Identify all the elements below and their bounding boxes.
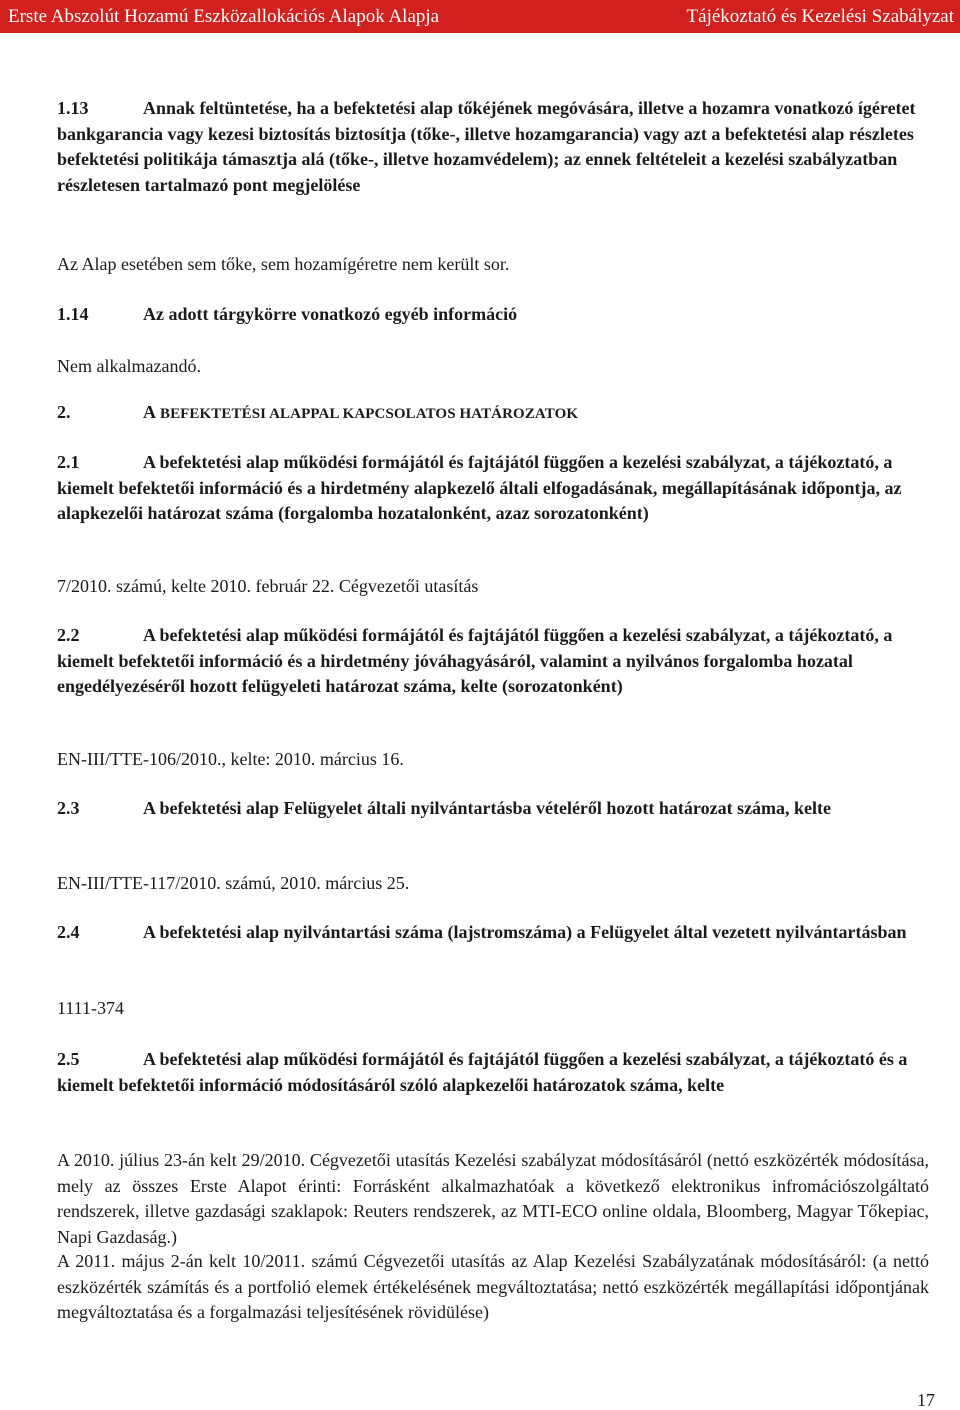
section-title: A befektetési alap működési formájától és fajtájától függően a kezelési szabályzat, a tájékoztató, a kiemelt befektetői információ és a hirdetmény jóváhagyásáról, valamint a nyilvános forgalomba hozatal engedélyezéséről hozott felügyeleti határozat száma, kelte (sorozatonként)	[57, 625, 893, 696]
page-number: 17	[917, 1390, 935, 1410]
section-2-2-heading	[57, 623, 929, 700]
section-number: 1.13	[57, 98, 89, 118]
section-2-5-paragraph-1: A 2010. július 23-án kelt 29/2010. Cégvezetői utasítás Kezelési szabályzat módosításáról (nettó eszközérték módosítása, mely az összes Erste Alapot érinti: Forrásként alkalmazhatóak a következő elektronikus infromációszolgáltató rendszerek, illetve gazdasági szaklapok: Reuters rendszerek, az MTI-ECO online oldala, Bloomberg, Magyar Tőkepiac, Napi Gazdaság.)	[57, 1150, 929, 1247]
section-1-14-text: Nem alkalmazandó.	[57, 356, 201, 376]
section-1-13-heading	[57, 96, 929, 198]
section-1-14-heading	[57, 302, 929, 328]
section-2-5-paragraph-2: A 2011. május 2-án kelt 10/2011. számú Cégvezetői utasítás az Alap Kezelési Szabályzatának módosításáról: (a nettó eszközérték számítás és a portfolió elemek értékelésének megváltoztatása; nettó eszközérték megállapítási időpontjának megváltoztatása és a forgalmazási teljesítésének rövidülése)	[57, 1251, 929, 1322]
section-number: 2.	[57, 402, 71, 422]
section-2-1-text: 7/2010. számú, kelte 2010. február 22. Cégvezetői utasítás	[57, 576, 479, 596]
section-2-4-heading	[57, 920, 929, 946]
section-2-1-heading	[57, 450, 929, 527]
header-document-name: Erste Abszolút Hozamú Eszközallokációs Alapok Alapja	[8, 6, 440, 27]
section-title: A befektetési alap működési formájától és fajtájától függően a kezelési szabályzat, a tájékoztató, a kiemelt befektetői információ és a hirdetmény alapkezelő általi elfogadásának, megállapításának időpontja, az alapkezelői határozat száma (forgalomba hozatalonként, azaz sorozatonként)	[57, 452, 902, 523]
section-title: Az adott tárgykörre vonatkozó egyéb információ	[143, 304, 518, 324]
section-1-13-text: Az Alap esetében sem tőke, sem hozamígéretre nem került sor.	[57, 254, 510, 274]
section-number: 2.5	[57, 1049, 80, 1069]
section-number: 1.14	[57, 304, 89, 324]
section-number: 2.4	[57, 922, 80, 942]
section-number: 2.3	[57, 798, 80, 818]
section-title: A BEFEKTETÉSI ALAPPAL KAPCSOLATOS HATÁROZATOK	[143, 402, 579, 422]
section-number: 2.1	[57, 452, 80, 472]
header-document-type: Tájékoztató és Kezelési Szabályzat	[686, 6, 954, 27]
section-2-heading	[57, 400, 929, 428]
section-2-2-text: EN-III/TTE-106/2010., kelte: 2010. március 16.	[57, 749, 404, 769]
section-title: Annak feltüntetése, ha a befektetési alap tőkéjének megóvására, illetve a hozamra vonatkozó ígéretet bankgarancia vagy kezesi biztosítás biztosítja (tőke-, illetve hozamgarancia) vagy azt a befektetési alap részletes befektetési politikája támasztja alá (tőke-, illetve hozamvédelem); az ennek feltételeit a kezelési szabályzatban részletesen tartalmazó pont megjelölése	[57, 98, 916, 195]
section-title: A befektetési alap Felügyelet általi nyilvántartásba vételéről hozott határozat száma, kelte	[143, 798, 832, 818]
section-number: 2.2	[57, 625, 80, 645]
section-2-3-heading	[57, 796, 929, 822]
section-2-3-text: EN-III/TTE-117/2010. számú, 2010. március 25.	[57, 873, 410, 893]
section-title: A befektetési alap működési formájától és fajtájától függően a kezelési szabályzat, a tájékoztató és a kiemelt befektetői információ módosításáról szóló alapkezelői határozatok száma, kelte	[57, 1049, 908, 1095]
section-2-4-text: 1111-374	[57, 998, 124, 1018]
section-title: A befektetési alap nyilvántartási száma (lajstromszáma) a Felügyelet által vezetett nyilvántartásban	[143, 922, 907, 942]
section-2-5-heading	[57, 1047, 929, 1098]
running-header	[0, 0, 960, 33]
